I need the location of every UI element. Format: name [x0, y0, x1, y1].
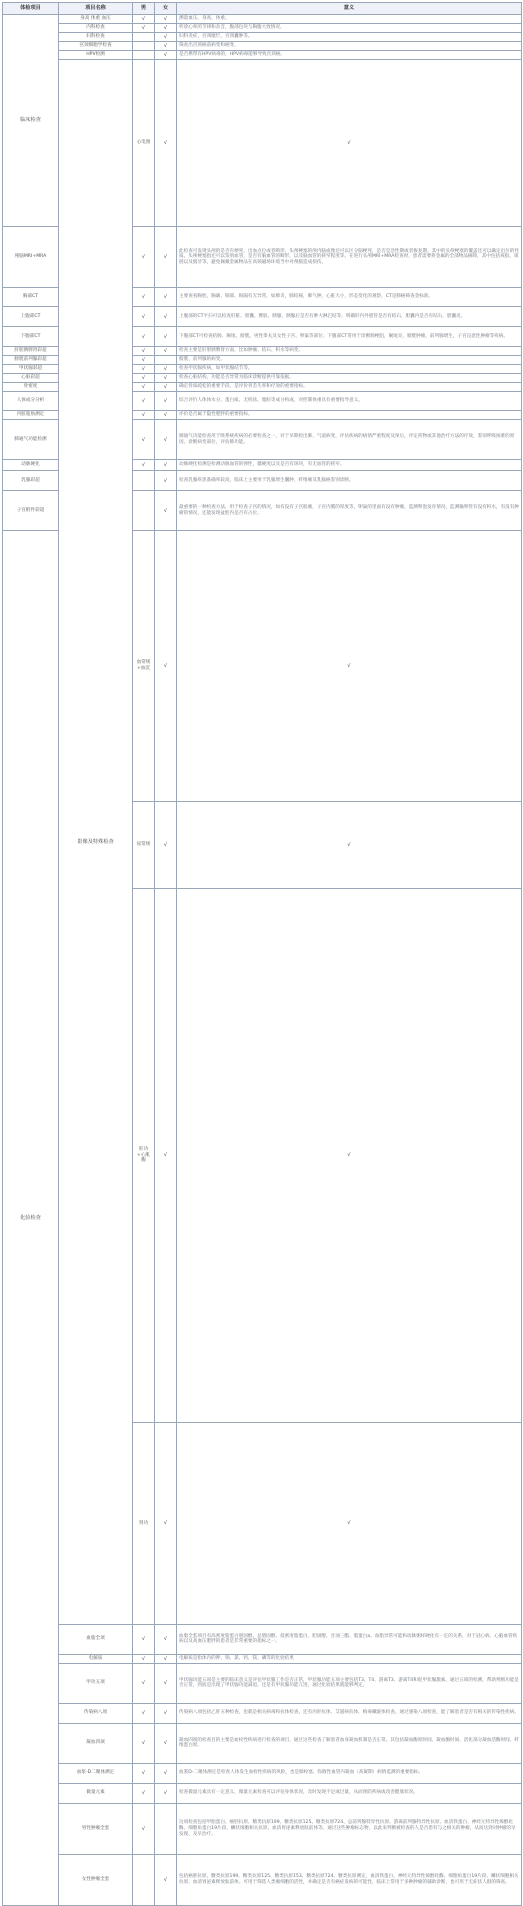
table-row [3, 15, 522, 24]
item-name-cell: 身高 体重 血压 [59, 15, 133, 24]
male-check-cell: √ [133, 356, 155, 365]
table-row [3, 1624, 522, 1654]
meaning-cell: 测量血压、身高、体重。 [177, 15, 522, 24]
item-name-cell: 甲功五项 [59, 1663, 133, 1703]
table-row [3, 33, 522, 42]
item-name-cell: 血浆-D二聚体测定 [59, 1763, 133, 1783]
meaning-cell: 甲状腺功能五项是主要的临床意义是评估甲状腺工作是否正常，甲状腺功能五项主要包括T3、T4、游离T3、游离T4和促甲状腺激素，通过五项的检测，帮助判断功能是否正常，到底是出现了甲状腺功能减退，还是有甲状腺功能亢进，通过化验结果就能够判定。 [177, 1663, 522, 1703]
item-name-cell: 颅脑MRI+MRA [3, 227, 59, 288]
item-name-cell: 甲状腺彩超 [3, 365, 59, 374]
female-check-cell: √ [177, 801, 522, 888]
meaning-cell: 传染病八项包括乙肝五种检查，也就是相关病毒和抗体检查，还有丙肝抗体、艾滋病抗体、梅毒螺旋体检查。通过感染八项检查，能了解患者是否有相关的传染性疾病。 [177, 1703, 522, 1723]
meaning-cell: 上腹部的CT平扫可以检查肝脏、胆囊、脾脏、胰腺，胰腺后是否有肿大淋巴结等，明确肝内外胆管是否有结石，胆囊内是否有结石，胆囊炎。 [177, 307, 522, 327]
table-row [3, 1803, 522, 1854]
item-name-cell: 妇科检查 [59, 33, 133, 42]
table-row [3, 1783, 522, 1803]
female-check-cell: √ [155, 288, 177, 307]
checkup-table [2, 2, 522, 1906]
meaning-cell: 最重要的一种检查方法，用于检查子宫的情况，如有没有子宫肌瘤，子宫内膜的厚度等，卵巢的里面有没有肿瘤，监测卵泡发育情况，监测输卵管有没有积水，有没有肿瘤的情况，还能发现盆腔内是否有占位。 [177, 491, 522, 531]
male-check-cell: √ [133, 411, 155, 420]
meaning-cell: 电解质是指体内的钾、钠、氯、钙、镁、磷等的化验结果 [177, 1654, 522, 1663]
header-row [3, 3, 522, 15]
header-category: 体检项目 [3, 3, 59, 15]
male-check-cell: √ [133, 1763, 155, 1783]
item-name-cell: 血脂全项 [59, 1624, 133, 1654]
male-check-cell [133, 42, 155, 51]
header-item: 项目名称 [59, 3, 133, 15]
male-check-cell: √ [133, 288, 155, 307]
meaning-cell: 肺通气功能检查用于吸系统疾病的必要检查之一，对于早期检出肺、气道病变，评估疾病的病情严重程度及预后，评定药物或其他治疗方法的疗效，鉴别呼吸困难的原因，诊断病变部位，评估肺功能。 [177, 420, 522, 460]
male-check-cell: √ [133, 347, 155, 356]
male-check-cell: √ [133, 374, 155, 383]
meaning-cell: 筛查出宫颈癌前病变和癌变。 [177, 42, 522, 51]
female-check-cell: √ [177, 888, 522, 1422]
table-row [3, 1703, 522, 1723]
male-check-cell: √ [155, 1423, 177, 1625]
female-check-cell: √ [155, 15, 177, 24]
item-name-cell: 上腹部CT [3, 307, 59, 327]
table-row [3, 42, 522, 51]
table-row [3, 51, 522, 60]
meaning-cell: 包括癌胚抗原、糖类抗原199、糖类抗原125、糖类抗原153、糖类抗原724、糖类抗原测定、血清铁蛋白、神经元特异性烯醇化酶、细胞角蛋白19片段、鳞状细胞相关抗原、血清胃泌素释放肽前体。可用于筛选人类瘤细胞的活性，并确定是否有癌症发病的可能性，临床上常用于多种肿瘤的辅助诊断，也可用于无症状人群的筛查。 [177, 1854, 522, 1905]
male-check-cell: √ [155, 531, 177, 802]
male-check-cell [133, 1854, 155, 1905]
male-check-cell: √ [133, 1703, 155, 1723]
male-check-cell: √ [133, 460, 155, 471]
female-check-cell: √ [155, 1783, 177, 1803]
item-name-cell: 尿常规 [133, 801, 155, 888]
female-check-cell: √ [155, 471, 177, 491]
meaning-cell: 检查心脏结构，功能是否异常为临床诊断提供可靠依据。 [177, 374, 522, 383]
male-check-cell: √ [133, 1803, 155, 1854]
table-row [3, 24, 522, 33]
meaning-cell: 是否携带有HPV病毒的，HPV病毒能够导致宫颈癌。 [177, 51, 522, 60]
meaning-cell: 评价是否属于隐性肥胖的重要指标。 [177, 411, 522, 420]
female-check-cell: √ [177, 1423, 522, 1625]
table-row [3, 1763, 522, 1783]
item-name-cell: 女性肿瘤全套 [59, 1854, 133, 1905]
meaning-cell: 检查主要是肝胆胰脾肾方面，比如肿瘤、结石、积水等病变。 [177, 347, 522, 356]
female-check-cell: √ [155, 307, 177, 327]
female-check-cell: √ [155, 1763, 177, 1783]
table-body [3, 15, 522, 1906]
table-row [3, 1663, 522, 1703]
category-cell: 化验检查 [3, 531, 59, 1906]
female-check-cell: √ [155, 460, 177, 471]
female-check-cell: √ [155, 42, 177, 51]
meaning-cell: 检查乳腺疾患准确率较高，临床上主要用于乳腺增生囊肿，纤维瘤及乳腺癌鉴别诊断。 [177, 471, 522, 491]
male-check-cell: √ [133, 1723, 155, 1763]
item-name-cell: 动脉硬化 [3, 460, 59, 471]
male-check-cell: √ [133, 392, 155, 411]
item-name-cell: 内脏脂肪测定 [3, 411, 59, 420]
meaning-cell: 检查微量元素具有一定意义，微量元素检查可以评估身体状况，及时发现不足或过量，从而预防疾病或改善健康状况。 [177, 1783, 522, 1803]
meaning-cell: 检查甲状腺疾病，如甲状腺结节等。 [177, 365, 522, 374]
item-name-cell: 肺通气功能检测 [3, 420, 59, 460]
female-check-cell: √ [155, 392, 177, 411]
item-name-cell: 子宫附件彩超 [3, 491, 59, 531]
male-check-cell: √ [133, 1654, 155, 1663]
item-name-cell: 人体成分分析 [3, 392, 59, 411]
meaning-cell: 主要查看胸腔、胸廓、肺部、纵隔有无异常，如肺炎，肺结核，肺气肿，心脏大小，形态变化的观察，CT是肺癌筛查金标准。 [177, 288, 522, 307]
female-check-cell: √ [155, 347, 177, 356]
meaning-cell: 综合评价人体体水分、蛋白质、无机盐、脂肪等成分构成，对控制体重具有重要指导意义。 [177, 392, 522, 411]
male-check-cell: √ [155, 60, 177, 227]
male-check-cell: √ [133, 1783, 155, 1803]
female-check-cell: √ [155, 491, 177, 531]
item-name-cell: 胸部CT [3, 288, 59, 307]
male-check-cell: √ [133, 420, 155, 460]
female-check-cell: √ [155, 1854, 177, 1905]
female-check-cell: √ [155, 1663, 177, 1703]
meaning-cell: 膀胱、前列腺的病变。 [177, 356, 522, 365]
male-check-cell [133, 471, 155, 491]
table-row [3, 60, 522, 227]
male-check-cell: √ [133, 327, 155, 347]
female-check-cell: √ [155, 1703, 177, 1723]
item-name-cell: 肝胆胰脾肾彩超 [3, 347, 59, 356]
item-name-cell: 心电图 [133, 60, 155, 227]
female-check-cell: √ [155, 383, 177, 392]
male-check-cell: √ [133, 365, 155, 374]
meaning-cell: 凝血四项的检查目的主要是血栓性疾病进行检查的项目，通过这些检查了解患者血身凝血机制是否正常。其包括凝血酶原时间、凝血酶时间、活化部分凝血活酶时间、纤维蛋白原。 [177, 1723, 522, 1763]
table-row [3, 1723, 522, 1763]
male-check-cell: √ [155, 801, 177, 888]
table-row [3, 1854, 522, 1905]
female-check-cell: √ [155, 420, 177, 460]
item-name-cell: 男性肿瘤全套 [59, 1803, 133, 1854]
male-check-cell: √ [133, 227, 155, 288]
male-check-cell: √ [155, 888, 177, 1422]
female-check-cell: √ [155, 33, 177, 42]
female-check-cell: √ [177, 531, 522, 802]
female-check-cell [155, 356, 177, 365]
male-check-cell: √ [133, 383, 155, 392]
meaning-cell: 血浆D-二聚体测定是检查人体发生血栓性疾病的风险，也是肺栓塞、弥散性血管内凝血（高凝期）病情监测的重要指标。 [177, 1763, 522, 1783]
meaning-cell: 动脉硬化检测是检测动脉血管的弹性，僵硬度以及是否有斑块，有无血管的狭窄。 [177, 460, 522, 471]
item-name-cell: HPV检测 [59, 51, 133, 60]
female-check-cell: √ [155, 411, 177, 420]
meaning-cell: 妇科炎症，宫颈糜烂，宫颈囊肿等。 [177, 33, 522, 42]
male-check-cell: √ [133, 15, 155, 24]
female-check-cell: √ [155, 227, 177, 288]
female-check-cell: √ [155, 365, 177, 374]
female-check-cell: √ [155, 1723, 177, 1763]
meaning-cell: 这项检查包括甲胎蛋白、癌胚抗原、糖类抗原199、糖类抗原125、糖类抗原724、总前列腺特异性抗原、游离前列腺特异性抗原、血清铁蛋白、神经元特异性烯醇化酶、细胞角蛋白19片段、鳞状细胞相关抗原、血清胃泌素释放肽前体等。通过这些肿瘤标志物，以此来判断被检查的人是否患有与之相关的肿瘤，从而达到对肿瘤的早发现、及早治疗。 [177, 1803, 522, 1854]
item-name-cell: 传染病八项 [59, 1703, 133, 1723]
table-row [3, 1654, 522, 1663]
item-name-cell: 内科检查 [59, 24, 133, 33]
category-cell: 影像及特殊检查 [59, 60, 133, 1625]
item-name-cell: 电解质 [59, 1654, 133, 1663]
male-check-cell: √ [133, 307, 155, 327]
male-check-cell: √ [133, 1663, 155, 1703]
meaning-cell: 听诊心率的节律和杂音，腹部包块与胸腹大致情况。 [177, 24, 522, 33]
header-female: 女 [155, 3, 177, 15]
female-check-cell: √ [155, 1624, 177, 1654]
item-name-cell: 心脏彩超 [3, 374, 59, 383]
item-name-cell: 膀胱前列腺彩超 [3, 356, 59, 365]
item-name-cell: 微量元素 [59, 1783, 133, 1803]
meaning-cell: 确定骨质疏松的重要手段，是评价骨丢失率和疗效的重要指标。 [177, 383, 522, 392]
category-cell: 临床检查 [3, 15, 59, 227]
female-check-cell: √ [177, 60, 522, 227]
item-name-cell: 凝血四项 [59, 1723, 133, 1763]
item-name-cell: 肾功 [133, 1423, 155, 1625]
female-check-cell: √ [155, 327, 177, 347]
meaning-cell: 下腹部CT可检查结肠、阑尾、膀胱、男性睾丸及女性子宫、卵巢等部位；下腹部CT常用于诊断肠梗阻，阑尾炎，膀胱肿瘤，前列腺增生，子宫良恶性肿瘤等疾病。 [177, 327, 522, 347]
header-meaning: 意义 [177, 3, 522, 15]
male-check-cell [133, 51, 155, 60]
male-check-cell [133, 33, 155, 42]
male-check-cell [133, 491, 155, 531]
female-check-cell: √ [155, 374, 177, 383]
meaning-cell: 此检查可发现头颅的是否有梗死、出血点位或者畸形，头颅梗塞的颅内脑或像还可以区分脑梗死，是否是急性期或者恢复期，其中的头颅梗塞的覆盖还可以确定出位的性质。头颅梗塞指还可以鉴别血管，是否有脑血管的畸形，以及脑血管的狭窄程度等。在进行头颅MRI+MRA检查时，患者需要将金属的全部物品摘除，其中包括戒指、项链以及假牙等，避免佩戴金属物品在高频磁场环境当中对颅脑造成损伤。 [177, 227, 522, 288]
item-name-cell: 肝功+心肌酶 [133, 888, 155, 1422]
female-check-cell: √ [155, 1654, 177, 1663]
item-name-cell: 宫颈细胞学检查 [59, 42, 133, 51]
male-check-cell: √ [133, 24, 155, 33]
female-check-cell [155, 1803, 177, 1854]
header-male: 男 [133, 3, 155, 15]
item-name-cell: 骨密度 [3, 383, 59, 392]
female-check-cell: √ [155, 51, 177, 60]
item-name-cell: 乳腺彩超 [3, 471, 59, 491]
item-name-cell: 血常规+血沉 [133, 531, 155, 802]
male-check-cell: √ [133, 1624, 155, 1654]
meaning-cell: 血脂全套项目有高密度脂蛋白胆固醇、总胆固醇、低密度脂蛋白、胆固醇、甘油三酯、脂蛋白a。血脂异常可能和动脉粥样硬化有一定的关系，对于冠心病、心脑血管疾病以及高血压肥胖的患者是非常重要的指标之一。 [177, 1624, 522, 1654]
female-check-cell: √ [155, 24, 177, 33]
item-name-cell: 下腹部CT [3, 327, 59, 347]
